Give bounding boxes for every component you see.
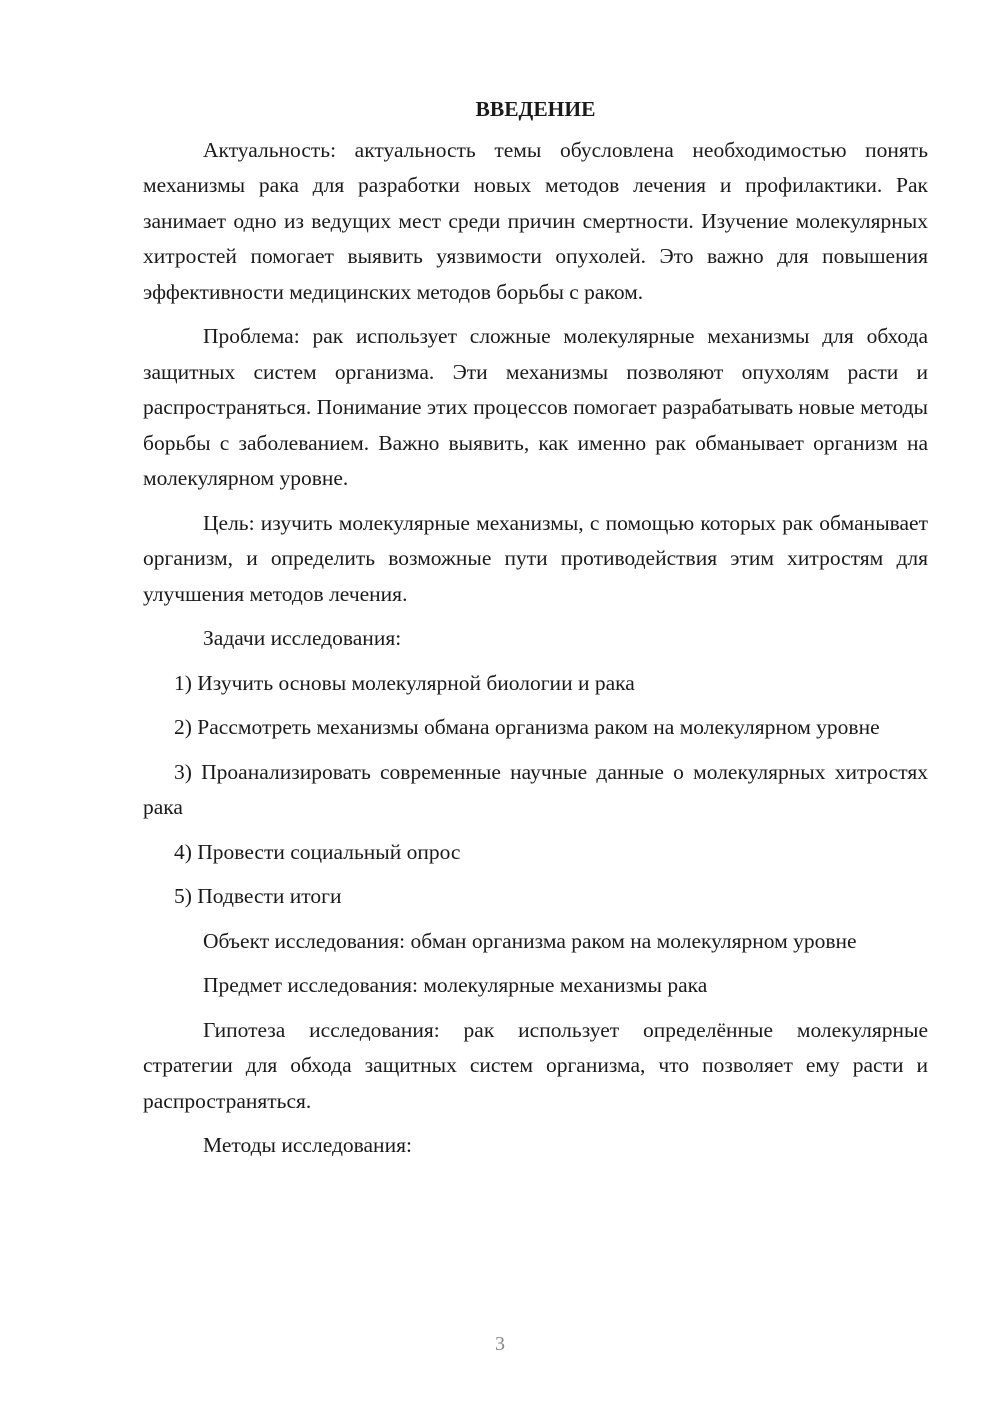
research-object-paragraph: Объект исследования: обман организма раком на молекулярном уровне [203, 928, 857, 953]
task-item-5: 5) Подвести итоги [174, 884, 342, 908]
goal-paragraph: Цель: изучить молекулярные механизмы, с помощью которых рак обманывает организм, и определить возможные пути противодействия этим хитростям для улучшения методов лечения. [143, 510, 928, 606]
research-methods-heading: Методы исследования: [203, 1133, 412, 1157]
relevance-paragraph: Актуальность: актуальность темы обусловлена необходимостью понять механизмы рака для разработки новых методов лечения и профилактики. Рак занимает одно из ведущих мест среди причин смертности. Изучение молекулярных хитростей помогает выявить уязвимости опухолей. Это важно для повышения эффективности медицинских методов борьбы с раком. [143, 137, 928, 304]
research-hypothesis-paragraph: Гипотеза исследования: рак использует определённые молекулярные стратегии для обхода защитных систем организма, что позволяет ему расти и распространяться. [143, 1017, 928, 1113]
task-item-1: 1) Изучить основы молекулярной биологии и рака [174, 670, 635, 695]
tasks-heading: Задачи исследования: [203, 626, 402, 650]
task-item-4: 4) Провести социальный опрос [174, 839, 461, 864]
task-item-3: 3) Проанализировать современные научные данные о молекулярных хитростях рака [143, 759, 928, 819]
research-subject-paragraph: Предмет исследования: молекулярные механизмы рака [203, 973, 708, 997]
task-item-2: 2) Рассмотреть механизмы обмана организма раком на молекулярном уровне [174, 715, 880, 739]
page-number: 3 [495, 1333, 505, 1355]
problem-paragraph: Проблема: рак использует сложные молекулярные механизмы для обхода защитных систем организма. Эти механизмы позволяют опухолям расти и распространяться. Понимание этих процессов помогает разрабатывать новые методы борьбы с заболеванием. Важно выявить, как именно рак обманывает организм на молекулярном уровне. [143, 324, 928, 490]
document-page [143, 92, 928, 1173]
section-title: ВВЕДЕНИЕ [475, 97, 596, 121]
